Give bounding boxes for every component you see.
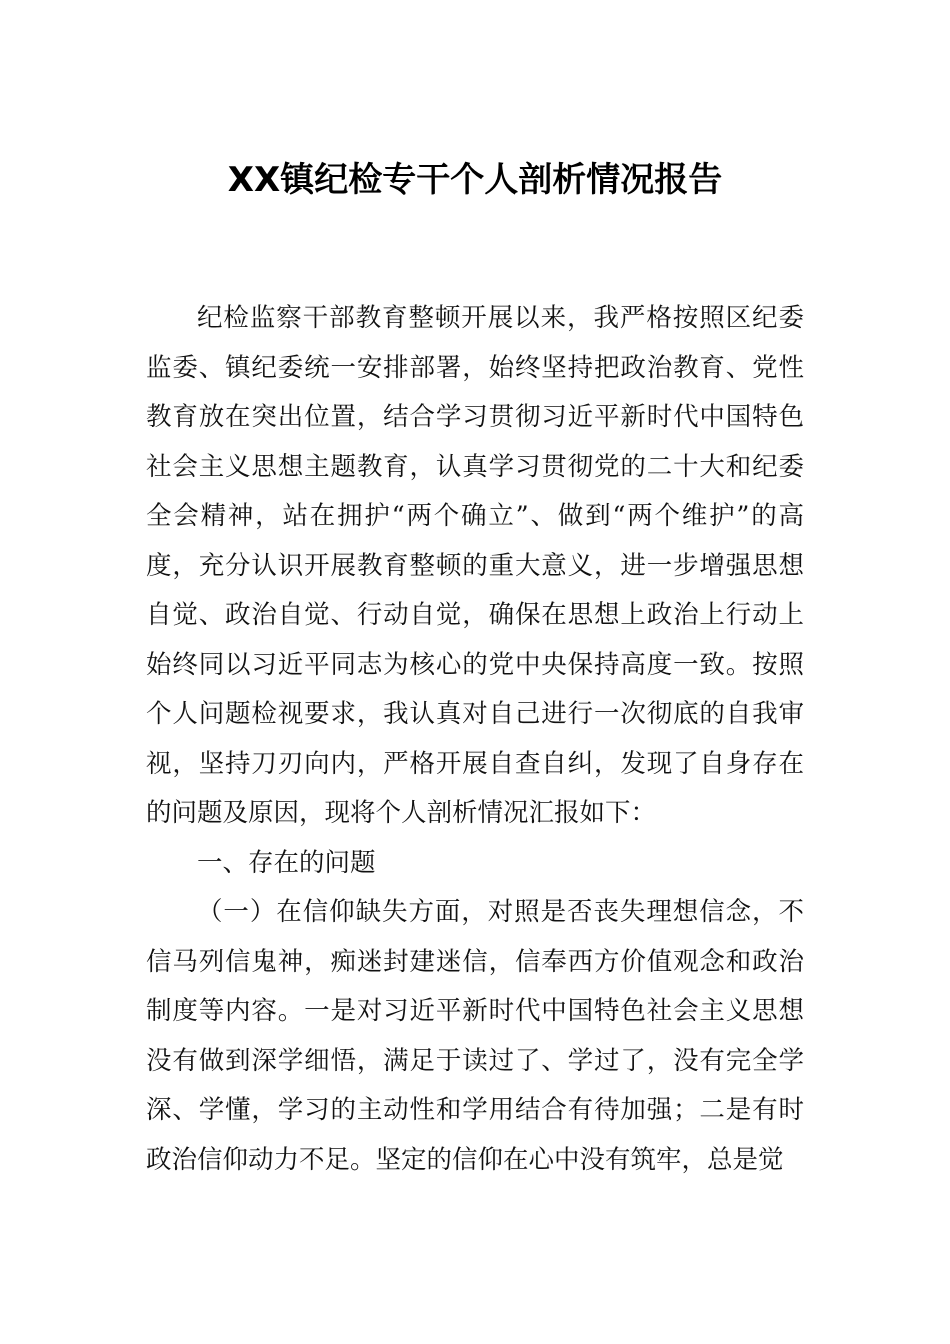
section-heading-problems: 一、存在的问题 [197, 847, 376, 878]
document-title: XX镇纪检专干个人剖析情况报告 [227, 160, 723, 200]
document-body [146, 294, 804, 1185]
paragraph-faith-issues: （一）在信仰缺失方面，对照是否丧失理想信念，不信马列信鬼神，痴迷封建迷信，信奉西方价值观念和政治制度等内容。一是对习近平新时代中国特色社会主义思想没有做到深学细悟，满足于读过了、学过了，没有完全学深、学懂，学习的主动性和学用结合有待加强；二是有时政治信仰动力不足。坚定的信仰在心中没有筑牢，总是觉 [146, 897, 804, 1175]
paragraph-intro: 纪检监察干部教育整顿开展以来，我严格按照区纪委监委、镇纪委统一安排部署，始终坚持把政治教育、党性教育放在突出位置，结合学习贯彻习近平新时代中国特色社会主义思想主题教育，认真学习贯彻党的二十大和纪委全会精神，站在拥护“两个确立”、做到“两个维护”的高度，充分认识开展教育整顿的重大意义，进一步增强思想自觉、政治自觉、行动自觉，确保在思想上政治上行动上始终同以习近平同志为核心的党中央保持高度一致。按照个人问题检视要求，我认真对自己进行一次彻底的自我审视，坚持刀刃向内，严格开展自查自纠，发现了自身存在的问题及原因，现将个人剖析情况汇报如下： [146, 303, 804, 828]
